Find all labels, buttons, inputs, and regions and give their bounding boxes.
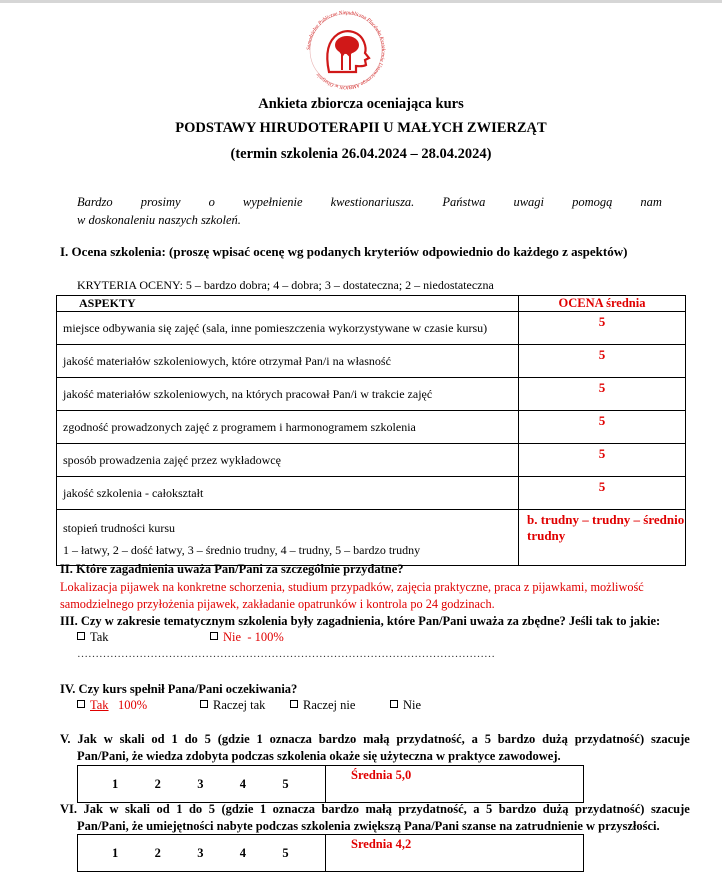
section-2-answer: Lokalizacja pijawek na konkretne schorzenia, studium przypadków, zajęcia praktyczne, praca z pijawkami, możliwość samodzielnego przyłożenia pijawek, zakładanie opatrunków i kontrola po 24 godzinach. <box>60 580 644 611</box>
intro-word: o <box>208 195 215 209</box>
question-word: od <box>151 732 165 746</box>
option-nie[interactable] <box>210 630 284 645</box>
scale-value[interactable]: 3 <box>197 845 204 860</box>
difficulty-rating: b. trudny – trudny – średnio trudny <box>519 510 686 566</box>
option-label: Raczej tak <box>213 698 266 712</box>
intro-word: uwagi <box>513 195 545 209</box>
scale-value[interactable]: 3 <box>197 776 204 791</box>
option-nie[interactable] <box>390 698 421 713</box>
question-word: małą <box>365 802 392 816</box>
table-row <box>57 444 686 477</box>
question-word: w <box>109 802 119 816</box>
section-6-question <box>60 801 690 835</box>
option-raczej-nie[interactable] <box>290 698 355 713</box>
question-word: małą <box>363 732 390 746</box>
aspect-rating: 5 <box>519 312 686 345</box>
section-5-average: Średnia 5,0 <box>351 768 412 782</box>
course-dates: (termin szkolenia 26.04.2024 – 28.04.2024) <box>230 146 492 162</box>
option-label: Tak <box>90 630 109 644</box>
aspect-rating: 5 <box>519 477 686 510</box>
option-result: - 100% <box>247 630 284 644</box>
institution-logo <box>296 10 396 90</box>
difficulty-label: stopień trudności kursu <box>63 520 175 535</box>
question-line-2: Pan/Pani, że wiedza zdobyta podczas szkolenia okaże się użyteczna w praktyce zawodowej. <box>77 749 561 763</box>
aspects-table <box>56 295 686 566</box>
option-label: Nie <box>403 698 422 712</box>
question-word: skali <box>125 802 151 816</box>
question-word: w <box>103 732 113 746</box>
checkbox-icon[interactable] <box>77 700 85 708</box>
aspect-rating: 5 <box>519 345 686 378</box>
question-word: 1 <box>176 802 183 816</box>
question-word: (gdzie <box>217 732 250 746</box>
option-label: Tak <box>90 698 109 712</box>
question-word: oznacza <box>269 732 312 746</box>
scale-value[interactable]: 1 <box>112 845 119 860</box>
survey-title: Ankieta zbiorcza oceniająca kurs <box>258 96 464 112</box>
section-6-average: Srednia 4,2 <box>351 837 412 851</box>
table-row <box>57 345 686 378</box>
section-2-heading: II. Które zagadnienia uważa Pan/Pani za szczególnie przydatne? <box>60 562 404 576</box>
page-top-border <box>0 0 722 3</box>
option-label: Raczej nie <box>303 698 356 712</box>
aspect-label: zgodność prowadzonych zajęć z programem i harmonogramem szkolenia <box>57 411 519 444</box>
aspect-rating: 5 <box>519 444 686 477</box>
section-4-heading: IV. Czy kurs spełnił Pana/Pani oczekiwania? <box>60 682 298 696</box>
question-word: bardzo <box>321 802 359 816</box>
table-row <box>57 378 686 411</box>
question-word: skali <box>119 732 145 746</box>
section-1-heading: I. Ocena szkolenia: (proszę wpisać ocenę wg podanych kryteriów odpowiednio do każdego z aspektów) <box>60 244 628 259</box>
question-word: 1 <box>171 732 178 746</box>
aspect-label: jakość szkolenia - całokształt <box>57 477 519 510</box>
question-word: 1 <box>256 732 263 746</box>
svg-text:Samodzielne Publiczne Niepubli: Samodzielne Publiczne Niepubliczna Placówka Kształcenia Ustawicznego AMBION w Olsztynie <box>305 10 387 90</box>
checkbox-icon[interactable] <box>200 700 208 708</box>
question-word: przydatność, <box>398 802 467 816</box>
difficulty-row <box>57 510 686 566</box>
scale-value[interactable]: 2 <box>154 845 161 860</box>
question-word: dużą <box>542 802 569 816</box>
question-word: oznacza <box>272 802 315 816</box>
difficulty-label-cell <box>57 510 519 566</box>
question-line-1 <box>60 731 690 748</box>
aspect-label: jakość materiałów szkoleniowych, które otrzymał Pan/i na własność <box>57 345 519 378</box>
scale-value[interactable]: 1 <box>112 776 119 791</box>
question-word: bardzo <box>497 732 536 746</box>
question-word: od <box>156 802 170 816</box>
question-word: (gdzie <box>221 802 254 816</box>
aspect-rating: 5 <box>519 411 686 444</box>
option-tak[interactable] <box>77 630 109 645</box>
intro-word: wypełnienie <box>242 195 303 209</box>
section-6-scale-box <box>77 834 584 872</box>
intro-word: pomogą <box>572 195 613 209</box>
intro-line-1 <box>77 193 662 211</box>
option-raczej-tak[interactable] <box>200 698 265 713</box>
checkbox-icon[interactable] <box>390 700 398 708</box>
table-row <box>57 477 686 510</box>
head-tree-icon <box>327 31 369 72</box>
option-result: 100% <box>117 698 148 712</box>
question-word: 5 <box>484 732 491 746</box>
section-3-heading: III. Czy w zakresie tematycznym szkolenia były zagadnienia, które Pan/Pani uważa za zbędne? Jeśli tak to jakie: <box>60 614 661 628</box>
intro-text <box>77 193 662 229</box>
question-word: szacuje <box>650 802 690 816</box>
scale-value[interactable]: 4 <box>239 776 247 791</box>
question-word: 1 <box>259 802 267 816</box>
section-5-scale-box <box>77 765 584 803</box>
question-word: 5 <box>204 732 211 746</box>
question-word: 5 <box>208 802 215 816</box>
question-word: 5 <box>486 802 493 816</box>
table-header-row <box>57 296 686 312</box>
intro-word: kwestionariusza. <box>330 195 415 209</box>
aspect-label: sposób prowadzenia zajęć przez wykładowcę <box>57 444 519 477</box>
scale-numbers <box>78 835 326 871</box>
section-5-question <box>60 731 690 765</box>
question-word: przydatność) <box>574 802 645 816</box>
intro-word: Państwa <box>442 195 486 209</box>
col-header-aspects: ASPEKTY <box>57 296 519 312</box>
aspect-label: jakość materiałów szkoleniowych, na których pracował Pan/i w trakcie zajęć <box>57 378 519 411</box>
scale-numbers <box>78 766 326 802</box>
question-word: dużą <box>542 732 568 746</box>
option-label: Nie <box>223 630 242 644</box>
question-line-2: Pan/Pani, że umiejętności nabyte podczas szkolenia zwiększą Pana/Pani szanse na zatrudnienie w przyszłości. <box>77 819 660 833</box>
checkbox-icon[interactable] <box>210 632 218 640</box>
scale-value[interactable]: 4 <box>239 845 247 860</box>
checkbox-icon[interactable] <box>77 632 85 640</box>
question-word: V. <box>60 732 71 746</box>
question-word: Jak <box>77 732 97 746</box>
intro-word: nam <box>640 195 662 209</box>
scale-value[interactable]: 2 <box>154 776 161 791</box>
table-row <box>57 312 686 345</box>
course-name: PODSTAWY HIRUDOTERAPII U MAŁYCH ZWIERZĄT <box>175 120 547 136</box>
difficulty-scale: 1 – łatwy, 2 – dość łatwy, 3 – średnio trudny, 4 – trudny, 5 – bardzo trudny <box>63 542 421 557</box>
question-word: przydatność, <box>396 732 465 746</box>
question-word: a <box>473 802 480 816</box>
rating-criteria: KRYTERIA OCENY: 5 – bardzo dobra; 4 – dobra; 3 – dostateczna; 2 – niedostateczna <box>77 278 494 292</box>
intro-word: Bardzo <box>77 195 113 209</box>
aspect-rating: 5 <box>519 378 686 411</box>
question-word: bardzo <box>498 802 537 816</box>
question-word: do <box>188 802 203 816</box>
question-word: VI. <box>60 802 78 816</box>
scale-value[interactable]: 5 <box>282 845 289 860</box>
question-word: przydatność) <box>574 732 645 746</box>
checkbox-icon[interactable] <box>290 700 298 708</box>
question-line-1 <box>60 801 690 818</box>
answer-line: …………………………………………………………………………………………………… <box>77 648 495 660</box>
intro-word: prosimy <box>140 195 181 209</box>
table-row <box>57 411 686 444</box>
question-word: szacuje <box>650 732 690 746</box>
col-header-rating: OCENA średnia <box>519 296 686 312</box>
question-word: a <box>471 732 478 746</box>
question-word: bardzo <box>318 732 357 746</box>
question-word: Jak <box>83 802 103 816</box>
aspect-label: miejsce odbywania się zajęć (sala, inne pomieszczenia wykorzystywane w czasie kursu) <box>57 312 519 345</box>
intro-line-2: w doskonaleniu naszych szkoleń. <box>77 213 241 227</box>
scale-value[interactable]: 5 <box>282 776 289 791</box>
question-word: do <box>184 732 198 746</box>
option-tak[interactable] <box>77 698 147 713</box>
